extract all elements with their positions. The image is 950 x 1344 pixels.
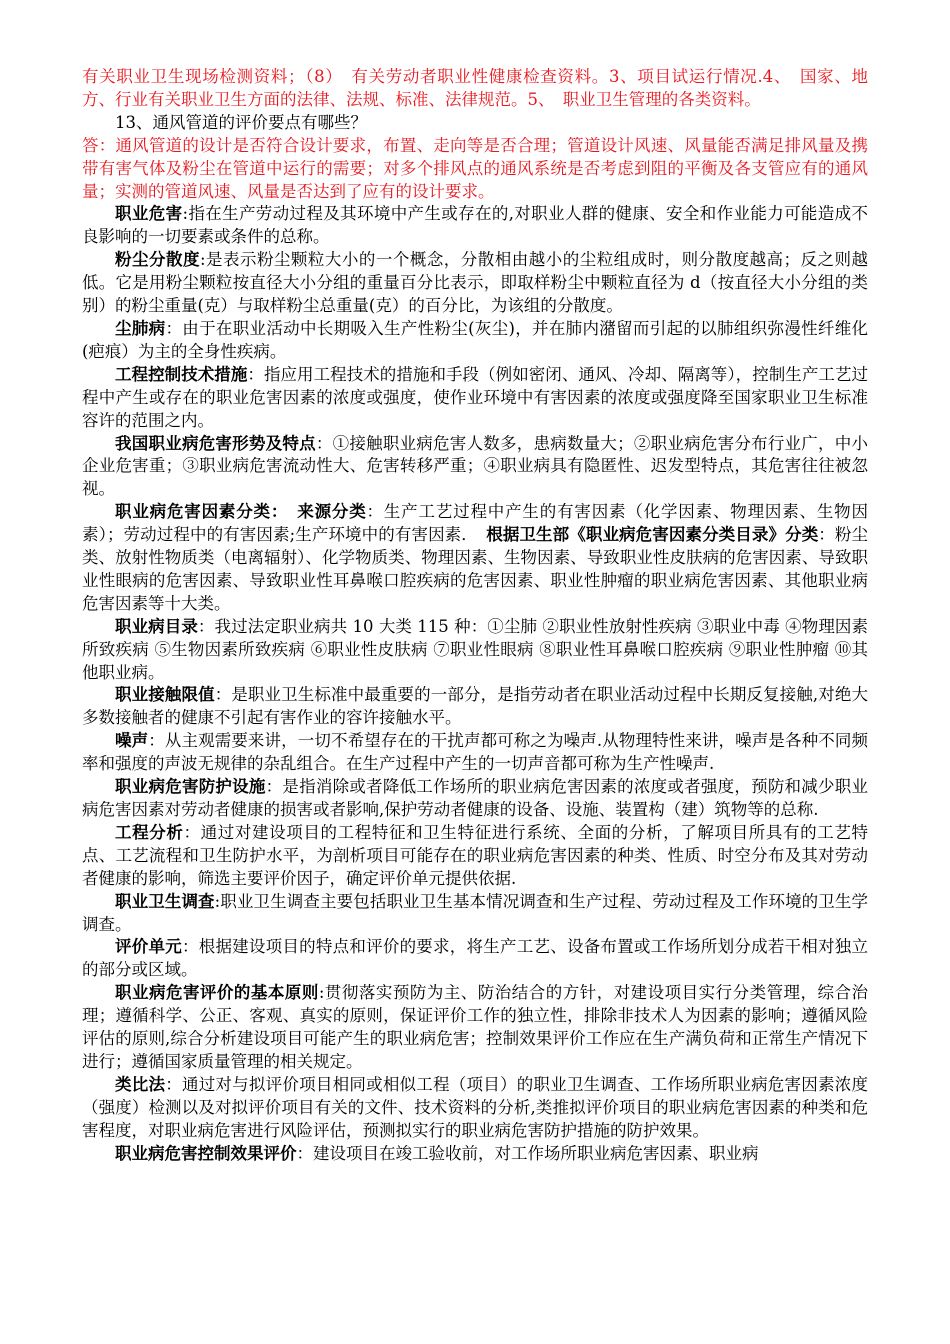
definition-occupational-hazard	[82, 203, 868, 249]
definition-text: ：是指消除或者降低工作场所的职业病危害因素的浓度或者强度，预防和减少职业病危害因素对劳动者健康的损害或者影响,保护劳动者健康的设备、设施、装置构（建）筑物等的总称.	[82, 777, 869, 819]
definition-text: ：通过对建设项目的工程特征和卫生特征进行系统、全面的分析，了解项目所具有的工艺特点、工艺流程和卫生防护水平，为剖析项目可能存在的职业病危害因素的种类、性质、时空分布及其对劳动者健康的影响，筛选主要评价因子，确定评价单元提供依据.	[82, 822, 869, 888]
paragraph-text: 有关职业卫生现场检测资料；（8） 有关劳动者职业性健康检查资料。3、项目试运行情况.4、 国家、地方、行业有关职业卫生方面的法律、法规、标准、法律规范。5、 职业卫生管理的各类资料。	[82, 67, 868, 109]
definition-protection-facilities	[82, 776, 868, 822]
definition-noise	[82, 730, 868, 776]
definition-text: ：通过对与拟评价项目相同或相似工程（项目）的职业卫生调查、工作场所职业病危害因素浓度（强度）检测以及对拟评价项目有关的文件、技术资料的分析,类推拟评价项目的职业病危害因素的种类和危害程度，对职业病危害进行风险评估，预测拟实行的职业病危害防护措施的防护效果。	[82, 1074, 869, 1140]
definition-evaluation-unit	[82, 936, 868, 982]
term-label: 噪声	[115, 731, 149, 751]
term-label: 职业病危害控制效果评价	[115, 1143, 297, 1163]
term-label: 尘肺病	[115, 318, 166, 338]
term-label: 职业接触限值	[115, 685, 215, 705]
paragraph-materials-list	[82, 66, 868, 112]
paragraph-text: 答：通风管道的设计是否符合设计要求，布置、走向等是否合理；管道设计风速、风量能否满足排风量及携带有害气体及粉尘在管道中运行的需要；对多个排风点的通风系统是否考虑到阻的平衡及各支管应有的通风量；实测的管道风速、风量是否达到了应有的设计要求。	[82, 135, 868, 201]
term-label: 职业危害	[115, 204, 183, 224]
definition-text: :贯彻落实预防为主、防治结合的方针，对建设项目实行分类管理，综合治理；遵循科学、公正、客观、真实的原则，保证评价工作的独立性，排除非技术人为因素的影响；遵循风险评估的原则,综合分析建设项目可能产生的职业病危害；控制效果评价工作应在生产满负荷和正常生产情况下进行；遵循国家质量管理的相关规定。	[82, 983, 869, 1071]
term-label: 工程分析	[115, 822, 184, 842]
definition-text: ：建设项目在竣工验收前，对工作场所职业病危害因素、职业病	[296, 1143, 759, 1163]
definition-exposure-limit	[82, 684, 868, 730]
term-label-secondary: 根据卫生部《职业病危害因素分类目录》分类	[486, 525, 819, 545]
term-label: 工程控制技术措施	[115, 364, 248, 384]
definition-text: ：由于在职业活动中长期吸入生产性粉尘(灰尘)，并在肺内潴留而引起的以肺组织弥漫性纤维化(疤痕）为主的全身性疾病。	[82, 318, 869, 361]
definition-text: ：从主观需要来讲，一切不希望存在的干扰声都可称之为噪声.从物理特性来讲，噪声是各种不同频率和强度的声波无规律的杂乱组合。在生产过程中产生的一切声音都可称为生产性噪声.	[82, 731, 868, 774]
definition-text: ：我过法定职业病共 10 大类 115 种：①尘肺 ②职业性放射性疾病 ③职业中毒 ④物理因素所致疾病 ⑤生物因素所致疾病 ⑥职业性皮肤病 ⑦职业性眼病 ⑧职业性耳鼻喉口腔疾病 ⑨职业性肿瘤 ⑩其他职业病。	[82, 616, 869, 682]
definition-dust-dispersion	[82, 249, 868, 318]
question-13	[82, 112, 868, 135]
definition-text: :是表示粉尘颗粒大小的一个概念，分散相由越小的尘粒组成时，则分散度越高；反之则越低。它是用粉尘颗粒按直径大小分组的重量百分比表示，即取样粉尘中颗粒直径为 d（按直径大小分组的类别）的粉尘重量(克）与取样粉尘总重量(克）的百分比，为该组的分散度。	[82, 250, 868, 316]
definition-text: ：根据建设项目的特点和评价的要求，将生产工艺、设备布置或工作场所划分成若干相对独立的部分或区域。	[82, 937, 869, 980]
definition-control-effect-evaluation	[82, 1143, 868, 1166]
paragraph-text: 13、通风管道的评价要点有哪些？	[115, 112, 367, 132]
term-label: 粉尘分散度	[115, 250, 200, 270]
question-13-answer	[82, 135, 868, 204]
definition-disease-catalogue	[82, 616, 868, 685]
definition-health-survey	[82, 891, 868, 937]
definition-analogy-method	[82, 1074, 868, 1143]
definition-engineering-control	[82, 364, 868, 433]
definition-text: ：①接触职业病危害人数多，患病数量大；②职业病危害分布行业广，中小企业危害重；③职业病危害流动性大、危害转移严重；④职业病具有隐匿性、迟发型特点，其危害往往被忽视。	[82, 433, 869, 499]
definition-hazard-situation	[82, 433, 868, 502]
definition-text: ：是职业卫生标准中最重要的一部分，是指劳动者在职业活动过程中长期反复接触,对绝大多数接触者的健康不引起有害作业的容许接触水平。	[82, 685, 868, 728]
definition-evaluation-principles	[82, 982, 868, 1074]
definition-text: ：指应用工程技术的措施和手段（例如密闭、通风、冷却、隔离等），控制生产工艺过程中产生或存在的职业危害因素的浓度或强度，使作业环境中有害因素的浓度或强度降至国家职业卫生标准容许的范围之内。	[82, 364, 869, 430]
definition-text: ：生产工艺过程中产生的有害因素（化学因素、物理因素、生物因素）；劳动过程中的有害因素;生产环境中的有害因素．	[82, 502, 869, 545]
definition-text: :指在生产劳动过程及其环境中产生或存在的,对职业人群的健康、安全和作业能力可能造成不良影响的一切要素或条件的总称。	[82, 204, 869, 247]
definition-text: :职业卫生调查主要包括职业卫生基本情况调查和生产过程、劳动过程及工作环境的卫生学调查。	[82, 891, 869, 934]
term-label: 职业卫生调查	[115, 891, 215, 911]
term-label: 评价单元	[115, 937, 182, 957]
term-label: 我国职业病危害形势及特点	[115, 433, 316, 453]
term-label: 职业病危害防护设施	[115, 777, 266, 797]
definition-engineering-analysis	[82, 822, 868, 891]
definition-pneumoconiosis	[82, 318, 868, 364]
term-label: 类比法	[115, 1074, 166, 1094]
term-label: 职业病危害因素分类： 来源分类	[115, 502, 367, 522]
definition-text-secondary: ：粉尘类、放射性物质类（电离辐射）、化学物质类、物理因素、生物因素、导致职业性皮肤病的危害因素、导致职业性眼病的危害因素、导致职业性耳鼻喉口腔疾病的危害因素、职业性肿瘤的职业病危害因素、其他职业病危害因素等十大类。	[82, 525, 869, 613]
term-label: 职业病危害评价的基本原则	[115, 983, 319, 1003]
definition-hazard-classification	[82, 501, 868, 616]
term-label: 职业病目录	[115, 616, 198, 636]
